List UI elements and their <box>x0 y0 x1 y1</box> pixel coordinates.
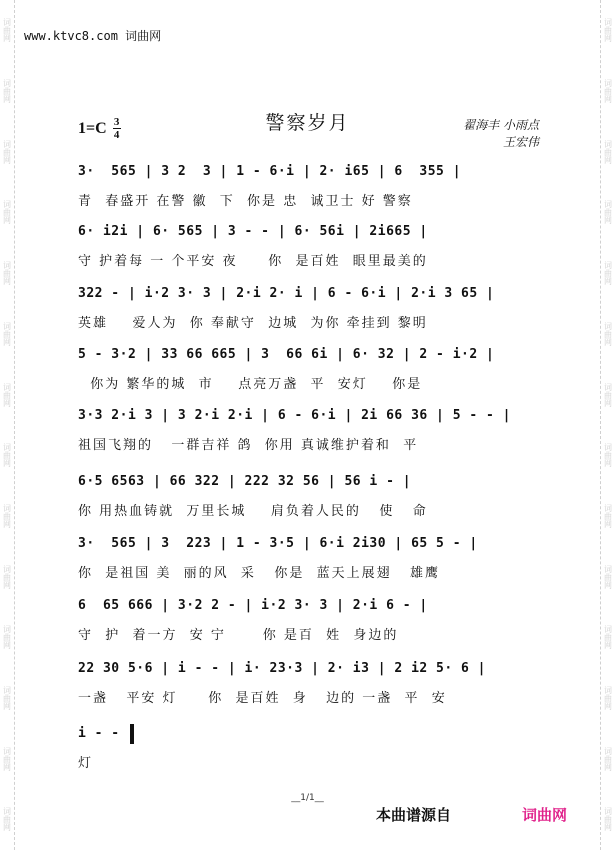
lyrics: 你为 繁华的城 市 点亮万盏 平 安灯 你是 <box>78 377 423 392</box>
notation: 322 - | i·2 3· 3 | 2·i 2· i | 6 - 6·i | 2·i 3 65 | <box>78 286 495 301</box>
watermark-text: 词曲网 <box>603 79 613 104</box>
watermark-text: 词曲网 <box>2 443 12 468</box>
lyrics: 守 护着每 一 个平安 夜 你 是百姓 眼里最美的 <box>78 254 428 269</box>
notation: 3· 565 | 3 223 | 1 - 3·5 | 6·i 2i30 | 65 5 - | <box>78 536 478 551</box>
notation: 5 - 3·2 | 33 66 665 | 3 66 6i | 6· 32 | 2 - i·2 | <box>78 347 495 362</box>
watermark-text: 词曲网 <box>2 18 12 43</box>
score-line <box>78 470 538 526</box>
score-line <box>78 657 538 713</box>
score-line <box>78 404 538 460</box>
source-brand[interactable]: 词曲网 <box>522 806 568 824</box>
score-line <box>78 343 538 399</box>
time-top: 3 <box>113 116 120 128</box>
time-signature <box>113 117 121 140</box>
notation: 3·3 2·i 3 | 3 2·i 2·i | 6 - 6·i | 2i 66 36 | 5 - - | <box>78 408 511 423</box>
notation: i - - <box>78 726 128 741</box>
song-title: 警察岁月 <box>265 112 350 134</box>
site-header <box>24 27 161 44</box>
notation: 22 30 5·6 | i - - | i· 23·3 | 2· i3 | 2 i2 5· 6 | <box>78 661 487 676</box>
score-line <box>78 532 538 588</box>
score-line <box>78 282 538 338</box>
lyrics: 一盏 平安 灯 你 是百姓 身 边的 一盏 平 安 <box>78 691 447 706</box>
lyrics: 你 用热血铸就 万里长城 肩负着人民的 使 命 <box>78 504 428 519</box>
watermark-text: 词曲网 <box>2 746 12 771</box>
watermark-text: 词曲网 <box>603 564 613 589</box>
lyrics: 你 是祖国 美 丽的风 采 你是 蓝天上展翅 雄鹰 <box>78 566 440 581</box>
watermark-text: 词曲网 <box>2 139 12 164</box>
key-label: 1=C <box>78 119 107 137</box>
composer: 王宏伟 <box>502 135 539 149</box>
lyrics: 祖国飞翔的 一群吉祥 鸽 你用 真诚维护着和 平 <box>78 438 419 453</box>
site-name: 词曲网 <box>125 29 162 43</box>
notation: 6 65 666 | 3·2 2 - | i·2 3· 3 | 2·i 6 - | <box>78 598 428 613</box>
final-barline <box>130 724 134 744</box>
watermark-text: 词曲网 <box>2 200 12 225</box>
source-label: 本曲谱源自 <box>376 806 452 824</box>
watermark-text: 词曲网 <box>603 139 613 164</box>
notation: 3· 565 | 3 2 3 | 1 - 6·i | 2· i65 | 6 355 | <box>78 164 462 179</box>
score-line <box>78 160 538 216</box>
watermark-text: 词曲网 <box>603 503 613 528</box>
lyrics: 灯 <box>78 756 94 771</box>
watermark-text: 词曲网 <box>2 79 12 104</box>
watermark-text: 词曲网 <box>2 321 12 346</box>
lyrics: 青 春盛开 在警 徽 下 你是 忠 诚卫士 好 警察 <box>78 194 413 209</box>
credits <box>463 117 539 151</box>
site-url[interactable]: www.ktvc8.com <box>24 29 118 43</box>
score-line <box>78 594 538 650</box>
watermark-text: 词曲网 <box>603 686 613 711</box>
watermark-text: 词曲网 <box>2 503 12 528</box>
watermark-text: 词曲网 <box>603 443 613 468</box>
lyrics: 英雄 爱人为 你 奉献守 边城 为你 牵挂到 黎明 <box>78 316 428 331</box>
watermark-text: 词曲网 <box>603 18 613 43</box>
score-line <box>78 722 538 778</box>
watermark-text: 词曲网 <box>603 625 613 650</box>
watermark-text: 词曲网 <box>603 807 613 832</box>
watermark-text: 词曲网 <box>2 382 12 407</box>
watermark-text: 词曲网 <box>2 564 12 589</box>
watermark-text: 词曲网 <box>2 686 12 711</box>
notation: 6· i2i | 6· 565 | 3 - - | 6· 56i | 2i665 | <box>78 224 428 239</box>
watermark-text: 词曲网 <box>603 261 613 286</box>
watermark-text: 词曲网 <box>603 382 613 407</box>
page-number: __1/1__ <box>291 793 324 803</box>
lyrics: 守 护 着一方 安 宁 你 是百 姓 身边的 <box>78 628 399 643</box>
score-line <box>78 220 538 276</box>
watermark-text: 词曲网 <box>2 625 12 650</box>
lyricist-composer: 翟海丰 小雨点 <box>463 118 539 132</box>
watermark-text: 词曲网 <box>603 200 613 225</box>
watermark-text: 词曲网 <box>2 807 12 832</box>
watermark-text: 词曲网 <box>603 746 613 771</box>
watermark-text: 词曲网 <box>2 261 12 286</box>
key-signature <box>78 117 121 140</box>
watermark-text: 词曲网 <box>603 321 613 346</box>
notation: 6·5 6563 | 66 322 | 222 32 56 | 56 i - | <box>78 474 412 489</box>
time-bottom: 4 <box>113 129 120 141</box>
